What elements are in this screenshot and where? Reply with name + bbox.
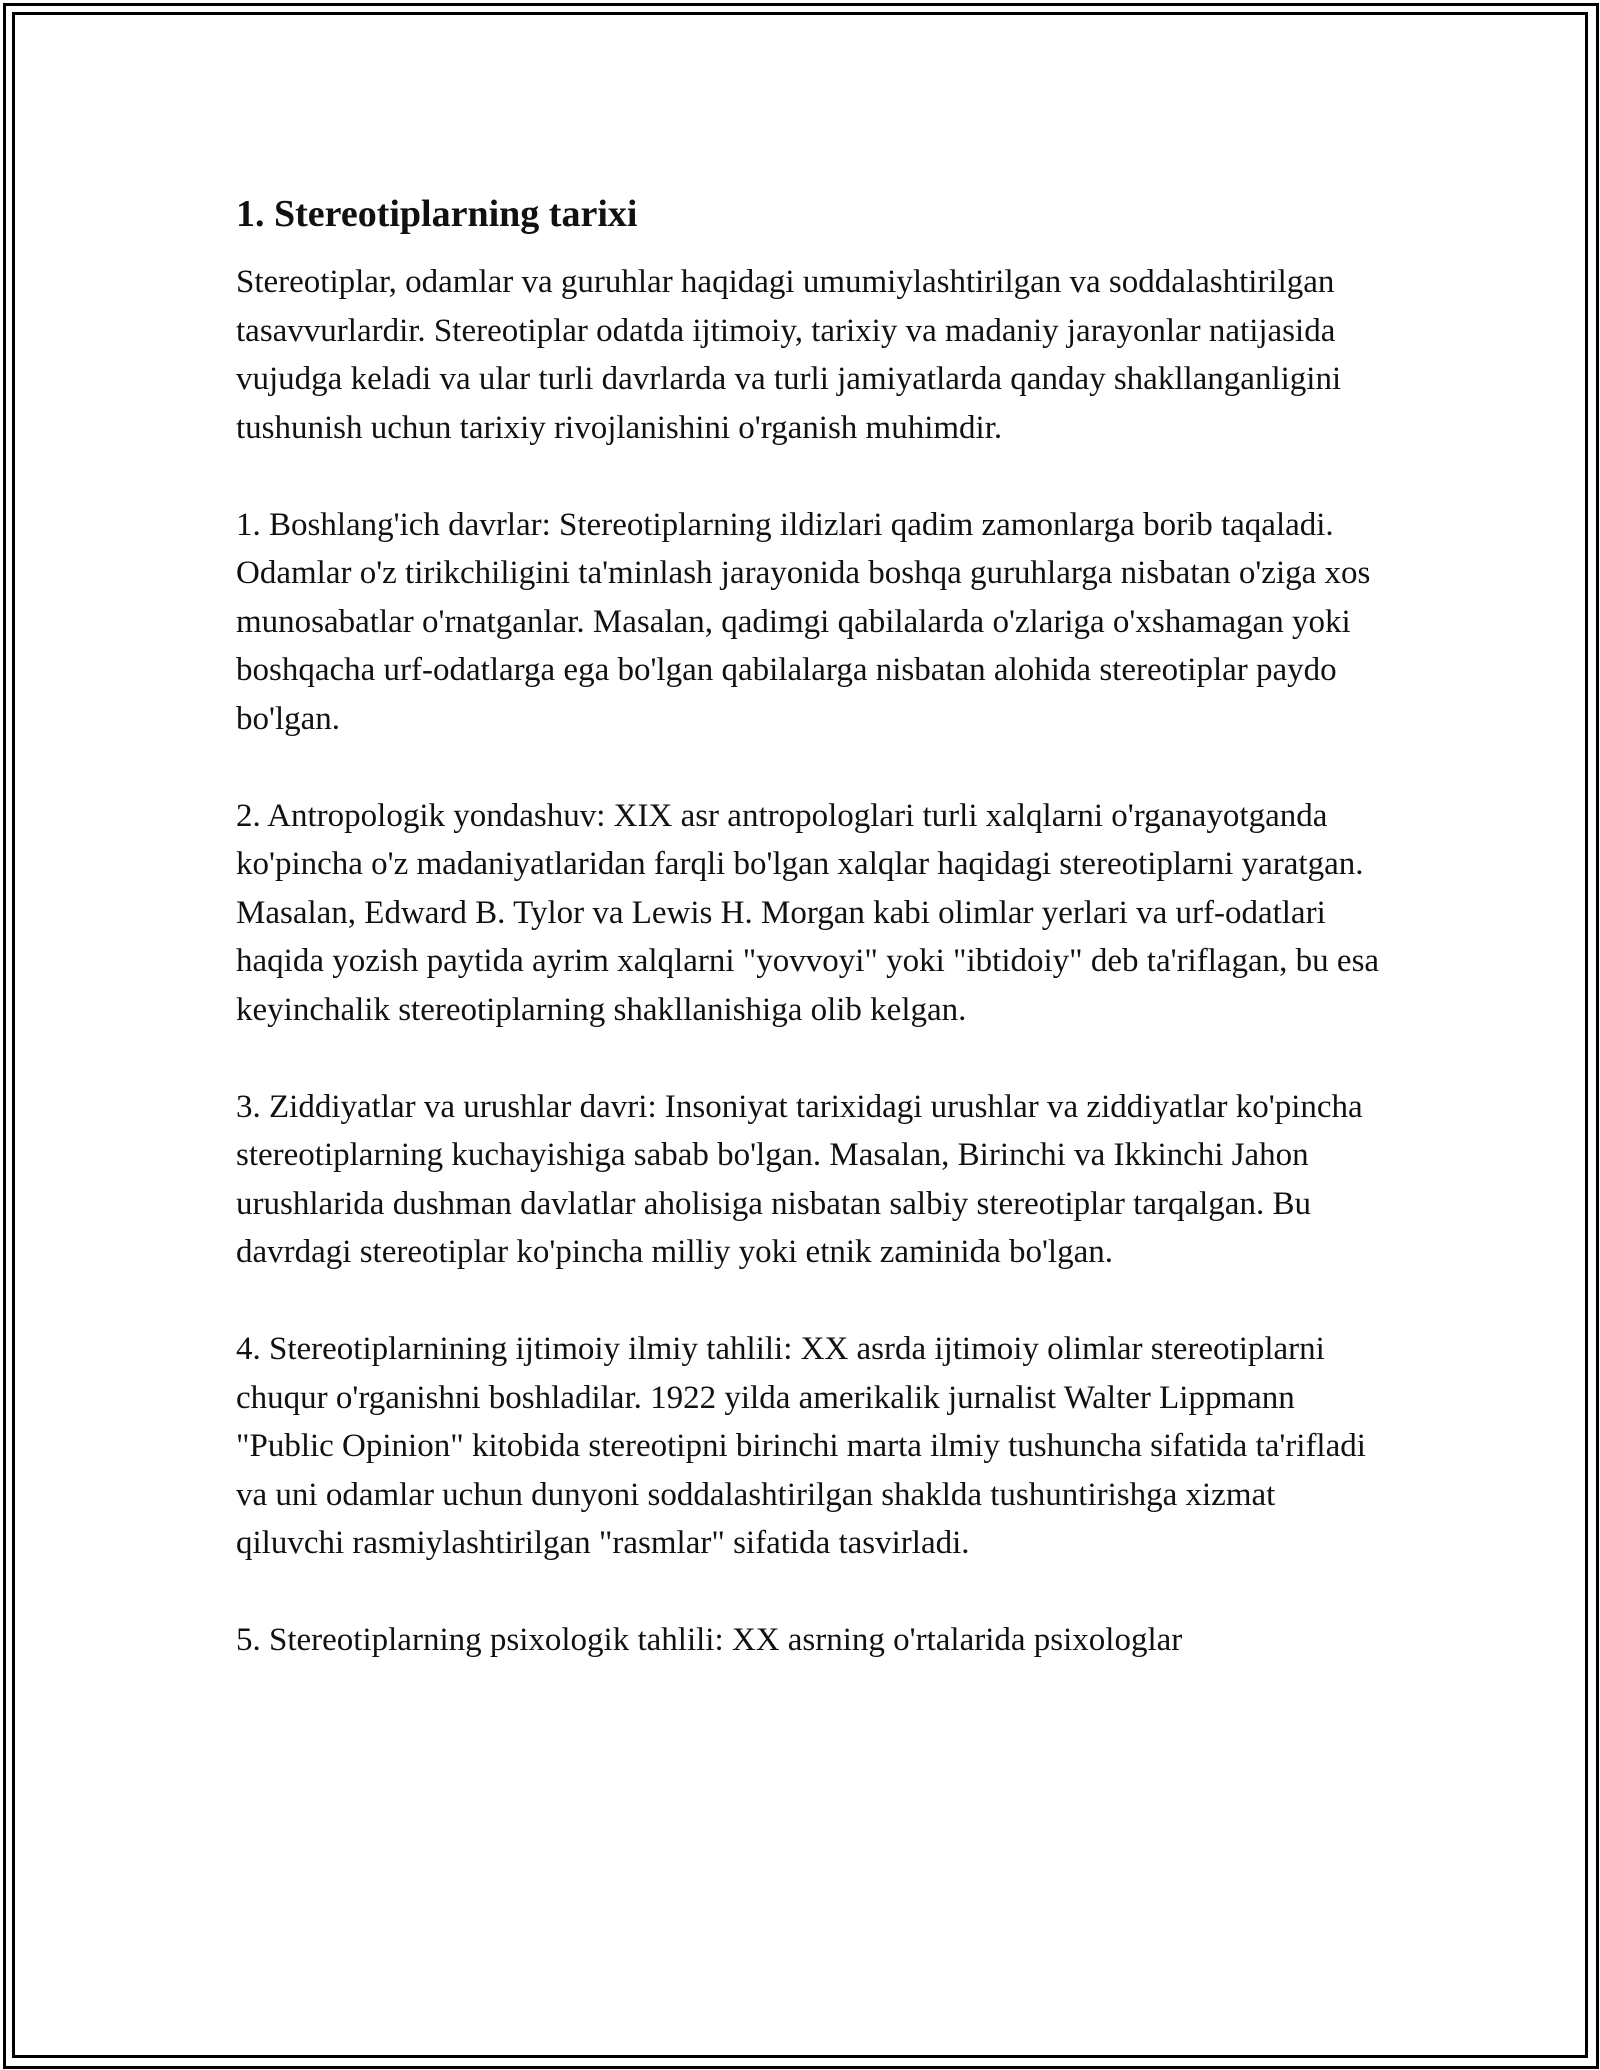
paragraph-psychological-analysis: 5. Stereotiplarning psixologik tahlili: XX asrning o'rtalarida psixologlar [236,1622,1183,1658]
document-body [236,188,1386,1665]
intro-paragraph: Stereotiplar, odamlar va guruhlar haqidagi umumiylashtirilgan va soddalashtirilgan tasavvurlardir. Stereotiplar odatda ijtimoiy, tarixiy va madaniy jarayonlar natijasida vujudga keladi va ular turli davrlarda va turli jamiyatlarda qanday shakllanganligini tushunish uchun tarixiy rivojlanishini o'rganish muhimdir. [236,264,1342,446]
paragraph-anthropological-approach: 2. Antropologik yondashuv: XIX asr antropologlari turli xalqlarni o'rganayotganda ko'pincha o'z madaniyatlaridan farqli bo'lgan xalqlar haqidagi stereotiplarni yaratgan. Masalan, Edward B. Tylor va Lewis H. Morgan kabi olimlar yerlari va urf-odatlari haqida yozish paytida ayrim xalqlarni "yovvoyi" yoki "ibtidoiy" deb ta'riflagan, bu esa keyinchalik stereotiplarning shakllanishiga olib kelgan. [236,797,1380,1028]
section-heading: 1. Stereotiplarning tarixi [236,193,638,235]
paragraph-early-periods: 1. Boshlang'ich davrlar: Stereotiplarning ildizlari qadim zamonlarga borib taqaladi. Odamlar o'z tirikchiligini ta'minlash jarayonida boshqa guruhlarga nisbatan o'ziga xos munosabatlar o'rnatganlar. Masalan, qadimgi qabilalarda o'zlariga o'xshamagan yoki boshqacha urf-odatlarga ega bo'lgan qabilalarga nisbatan alohida stereotiplar paydo bo'lgan. [236,506,1371,737]
paragraph-social-scientific-analysis: 4. Stereotiplarnining ijtimoiy ilmiy tahlili: XX asrda ijtimoiy olimlar stereotiplarni chuqur o'rganishni boshladilar. 1922 yilda amerikalik jurnalist Walter Lippmann "Public Opinion" kitobida stereotipni birinchi marta ilmiy tushuncha sifatida ta'rifladi va uni odamlar uchun dunyoni soddalashtirilgan shaklda tushuntirishga xizmat qiluvchi rasmiylashtirilgan "rasmlar" sifatida tasvirladi. [236,1331,1366,1561]
paragraph-conflicts-and-wars: 3. Ziddiyatlar va urushlar davri: Insoniyat tarixidagi urushlar va ziddiyatlar ko'pincha stereotiplarning kuchayishiga sabab bo'lgan. Masalan, Birinchi va Ikkinchi Jahon urushlarida dushman davlatlar aholisiga nisbatan salbiy stereotiplar tarqalgan. Bu davrdagi stereotiplar ko'pincha milliy yoki etnik zaminida bo'lgan. [236,1088,1363,1270]
